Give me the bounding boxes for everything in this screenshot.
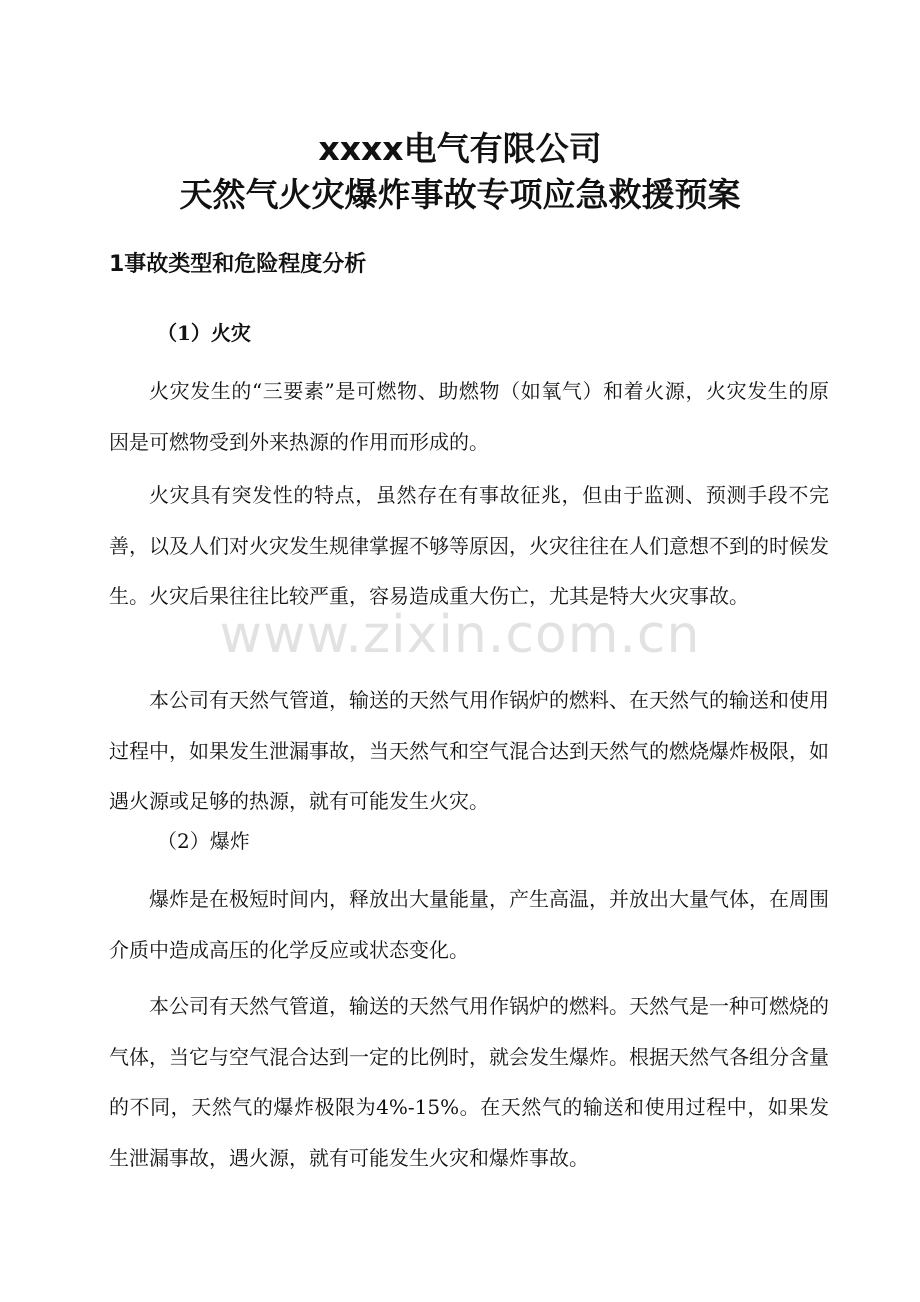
subsection-explosion-label: （2）爆炸 bbox=[157, 829, 250, 853]
subsection-fire-label: （1）火灾 bbox=[157, 321, 251, 345]
paragraph-explosion-company-risk: 本公司有天然气管道，输送的天然气用作锅炉的燃料。天然气是一种可燃烧的气体，当它与空气混合达到一定的比例时，就会发生爆炸。根据天然气各组分含量的不同，天然气的爆炸极限为4%-15%。在天然气的输送和使用过程中，如果发生泄漏事故，遇火源，就有可能发生火灾和爆炸事故。 bbox=[109, 994, 829, 1170]
paragraph-fire-company-risk: 本公司有天然气管道，输送的天然气用作锅炉的燃料、在天然气的输送和使用过程中，如果发生泄漏事故，当天然气和空气混合达到天然气的燃烧爆炸极限，如遇火源或足够的热源，就有可能发生火灾。 bbox=[109, 688, 829, 813]
document-title: 天然气火灾爆炸事故专项应急救援预案 bbox=[179, 175, 741, 214]
paragraph-fire-elements: 火灾发生的“三要素”是可燃物、助燃物（如氧气）和着火源，火灾发生的原因是可燃物受到外来热源的作用而形成的。 bbox=[109, 379, 829, 454]
paragraph-fire-characteristics: 火灾具有突发性的特点，虽然存在有事故征兆，但由于监测、预测手段不完善，以及人们对火灾发生规律掌握不够等原因，火灾往往在人们意想不到的时候发生。火灾后果往往比较严重，容易造成重大伤亡，尤其是特大火灾事故。 bbox=[109, 483, 829, 608]
watermark: www.zixin.com.cn bbox=[219, 605, 701, 665]
section-heading: 1事故类型和危险程度分析 bbox=[109, 252, 367, 277]
company-title: xxxx电气有限公司 bbox=[318, 129, 602, 168]
paragraph-explosion-definition: 爆炸是在极短时间内，释放出大量能量，产生高温，并放出大量气体，在周围介质中造成高压的化学反应或状态变化。 bbox=[109, 887, 829, 962]
